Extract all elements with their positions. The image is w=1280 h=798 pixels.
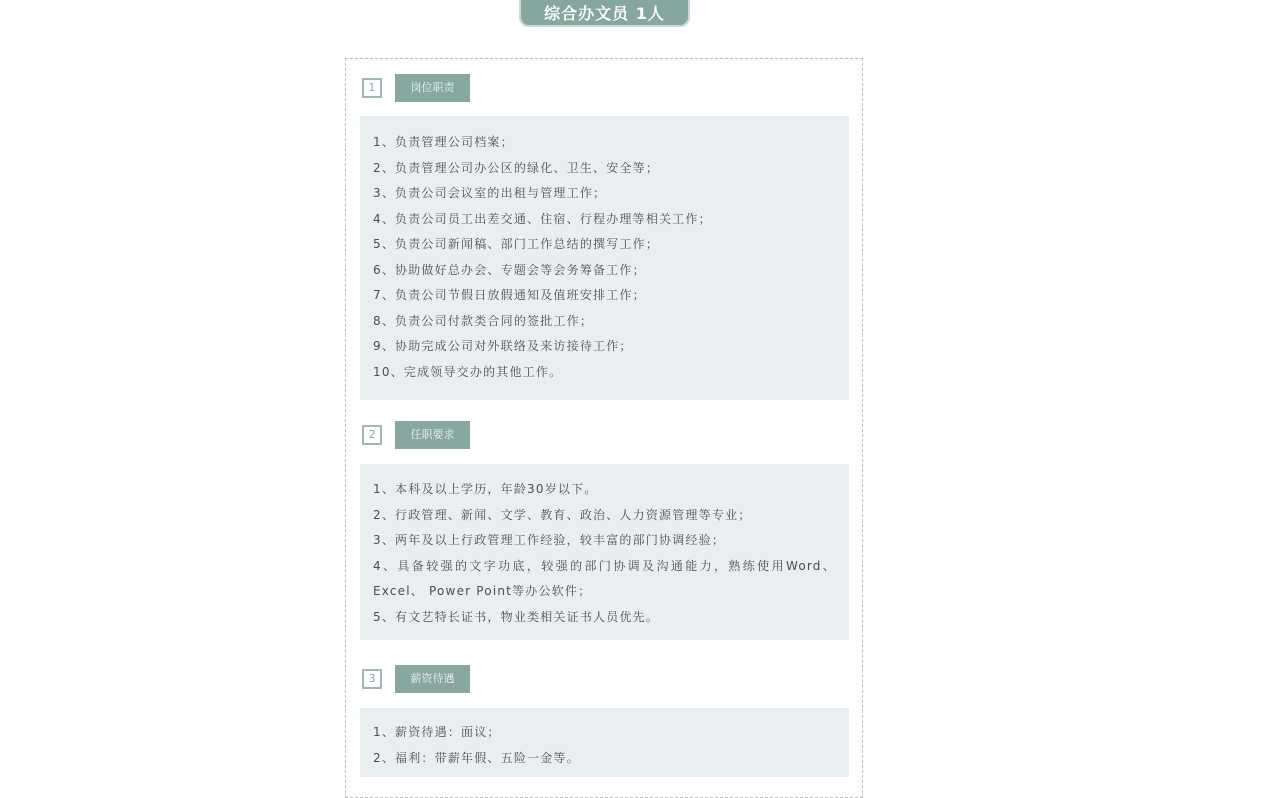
job-title: 综合办文员 1人 xyxy=(544,4,665,23)
list-item: 2、福利：带薪年假、五险一金等。 xyxy=(373,750,580,765)
list-item: 6、协助做好总办会、专题会等会务筹备工作； xyxy=(373,262,646,277)
list-item: 5、负责公司新闻稿、部门工作总结的撰写工作； xyxy=(373,237,660,251)
section-body-requirements xyxy=(360,464,849,640)
list-item: 8、负责公司付款类合同的签批工作； xyxy=(373,313,594,328)
list-item: 2、行政管理、新闻、文学、教育、政治、人力资源管理等专业； xyxy=(373,507,752,522)
section-body-benefits xyxy=(360,708,849,777)
list-item: 7、负责公司节假日放假通知及值班安排工作； xyxy=(373,288,646,302)
list-item: 3、两年及以上行政管理工作经验，较丰富的部门协调经验； xyxy=(373,533,726,547)
job-title-banner xyxy=(519,0,690,27)
list-item: 2、负责管理公司办公区的绿化、卫生、安全等； xyxy=(373,160,660,175)
section-label: 任职要求 xyxy=(395,421,470,449)
list-item: 4、负责公司员工出差交通、住宿、行程办理等相关工作； xyxy=(373,211,712,226)
list-item: 1、本科及以上学历，年龄30岁以下。 xyxy=(373,482,598,496)
list-item: 1、负责管理公司档案； xyxy=(373,135,514,149)
list-item: 3、负责公司会议室的出租与管理工作； xyxy=(373,186,607,200)
list-item: 10、完成领导交办的其他工作。 xyxy=(373,364,563,379)
section-number: 3 xyxy=(362,669,382,689)
section-body-responsibilities xyxy=(360,116,849,400)
list-item: 4、具备较强的文字功底，较强的部门协调及沟通能力，熟练使用Word、 Excel、 Power Point等办公软件； xyxy=(373,558,836,598)
list-item: 9、协助完成公司对外联络及来访接待工作； xyxy=(373,339,633,353)
section-number: 2 xyxy=(362,425,382,445)
section-label: 薪资待遇 xyxy=(395,665,470,693)
list-item: 1、薪资待遇：面议； xyxy=(373,725,501,739)
list-item: 5、有文艺特长证书，物业类相关证书人员优先。 xyxy=(373,609,660,624)
section-label: 岗位职责 xyxy=(395,74,470,102)
section-number: 1 xyxy=(362,78,382,98)
